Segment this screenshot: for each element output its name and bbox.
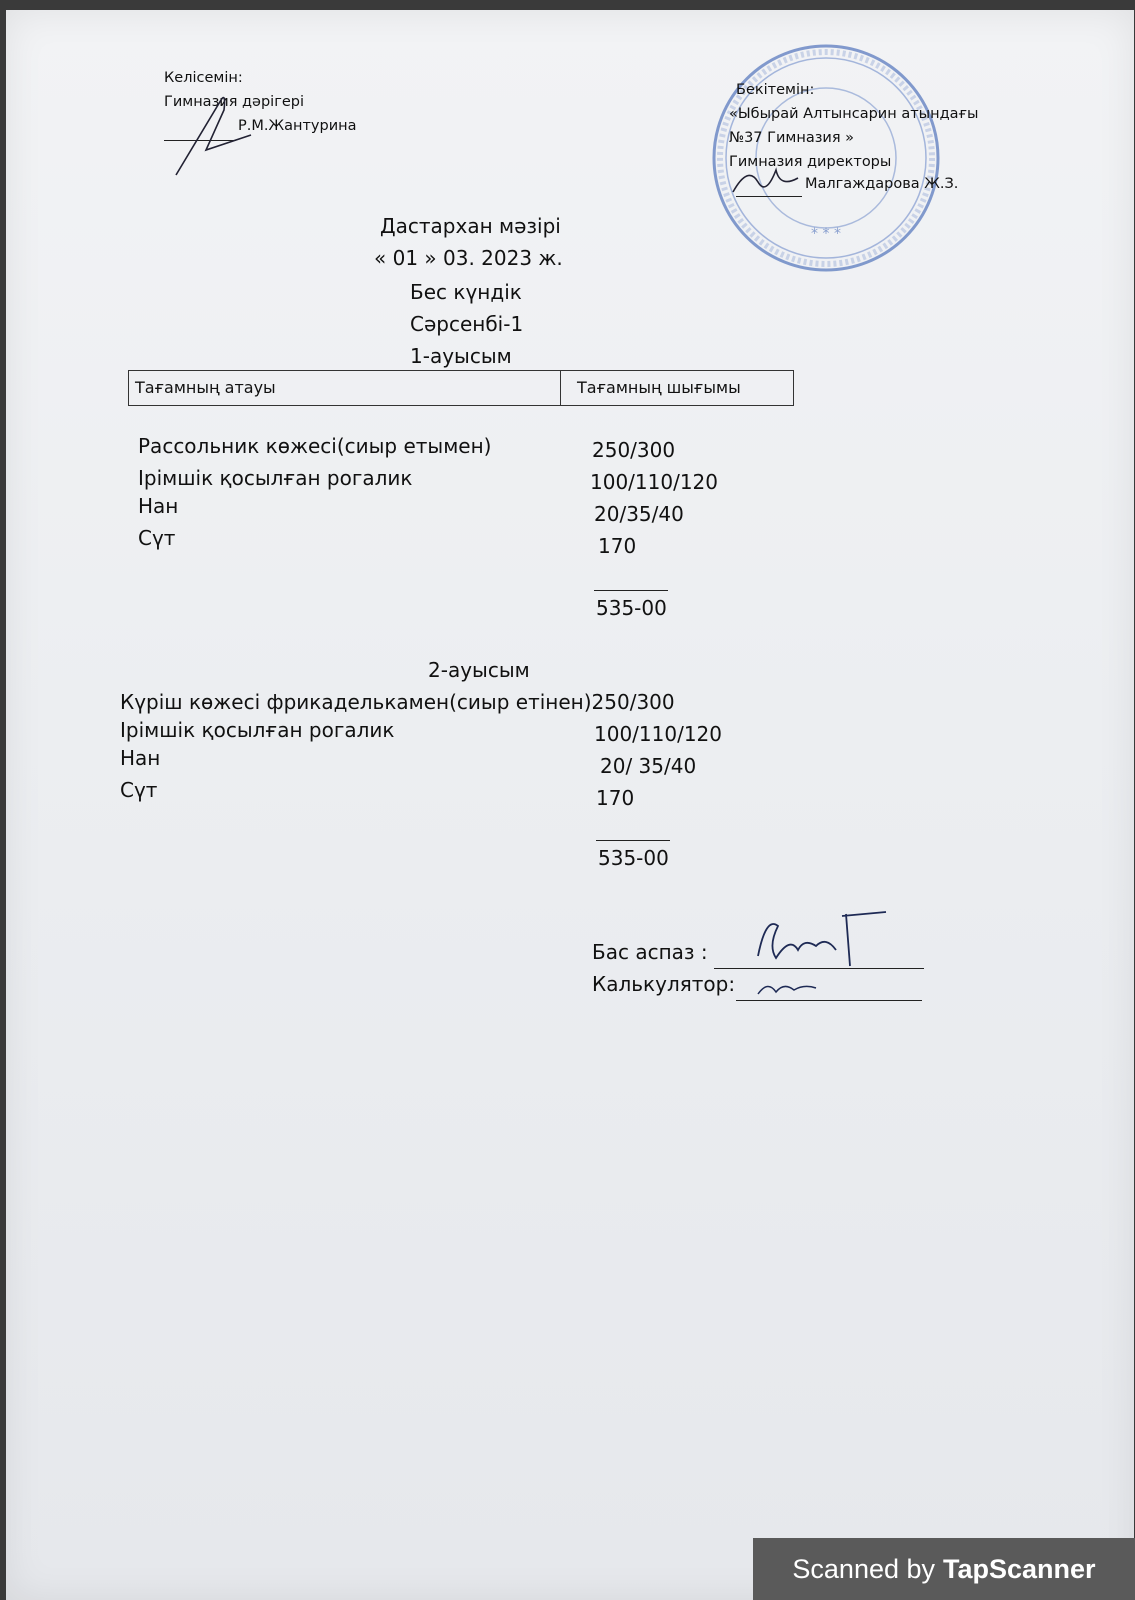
shift1-total-line [594,590,668,591]
doctor-signature [166,80,276,190]
shift2-item-name: Сүт [120,778,158,802]
menu-title: Дастархан мәзірі [380,214,561,238]
approval-left-line3: Р.М.Жантурина [238,118,357,134]
shift2-title: 2-ауысым [428,658,530,682]
approval-right-line5: Малгаждарова Ж.З. [805,176,959,192]
watermark-prefix: Scanned by [792,1553,936,1584]
column-yield-header: Тағамның шығымы [577,378,741,397]
shift2-total: 535-00 [598,846,669,870]
menu-period: Бес күндік [410,280,522,304]
shift2-item-value: 20/ 35/40 [600,754,697,778]
shift1-item-name: Нан [138,494,179,518]
shift2-item-name: Ірімшік қосылған рогалик [120,718,395,742]
shift2-first-row: Күріш көжесі фрикаделькамен(сиыр етінен)250/300 [120,690,675,714]
shift1-item-value: 100/110/120 [590,470,718,494]
shift2-item-value: 170 [596,786,635,810]
shift1-item-name: Ірімшік қосылған рогалик [138,466,413,490]
approval-right-line3: №37 Гимназия » [729,130,855,146]
column-name-header: Тағамның атауы [129,371,561,405]
shift1-item-value: 170 [598,534,637,558]
watermark-brand: TapScanner [943,1553,1096,1584]
shift1-item-value: 20/35/40 [594,502,684,526]
approval-left-line2: Гимназия дәрігері [164,94,304,110]
approval-right-line1: Бекітемін: [736,82,815,98]
document-page [6,10,1134,1600]
shift1-title: 1-ауысым [410,344,512,368]
shift1-item-value: 250/300 [592,438,676,462]
director-signature [728,160,808,200]
calculator-signature [754,976,824,1002]
shift1-item-name: Сүт [138,526,176,550]
menu-day: Сәрсенбі-1 [410,312,524,336]
chef-label: Бас аспаз : [592,940,708,964]
svg-text:* * *: * * * [811,226,841,242]
tapscanner-watermark [753,1538,1135,1600]
shift1-total: 535-00 [596,596,667,620]
shift2-item-value: 100/110/120 [594,722,722,746]
approval-right-line2: «Ыбырай Алтынсарин атындағы [729,106,979,122]
approval-right-line4: Гимназия директоры [729,154,892,170]
shift1-item-name: Рассольник көжесі(сиыр етымен) [138,434,492,458]
menu-date: « 01 » 03. 2023 ж. [374,246,563,270]
shift2-item-name: Нан [120,746,161,770]
chef-signature [746,906,896,976]
shift2-total-line [596,840,670,841]
calculator-label: Калькулятор: [592,972,736,996]
approval-left-line1: Келісемін: [164,70,243,86]
table-header [128,370,794,406]
